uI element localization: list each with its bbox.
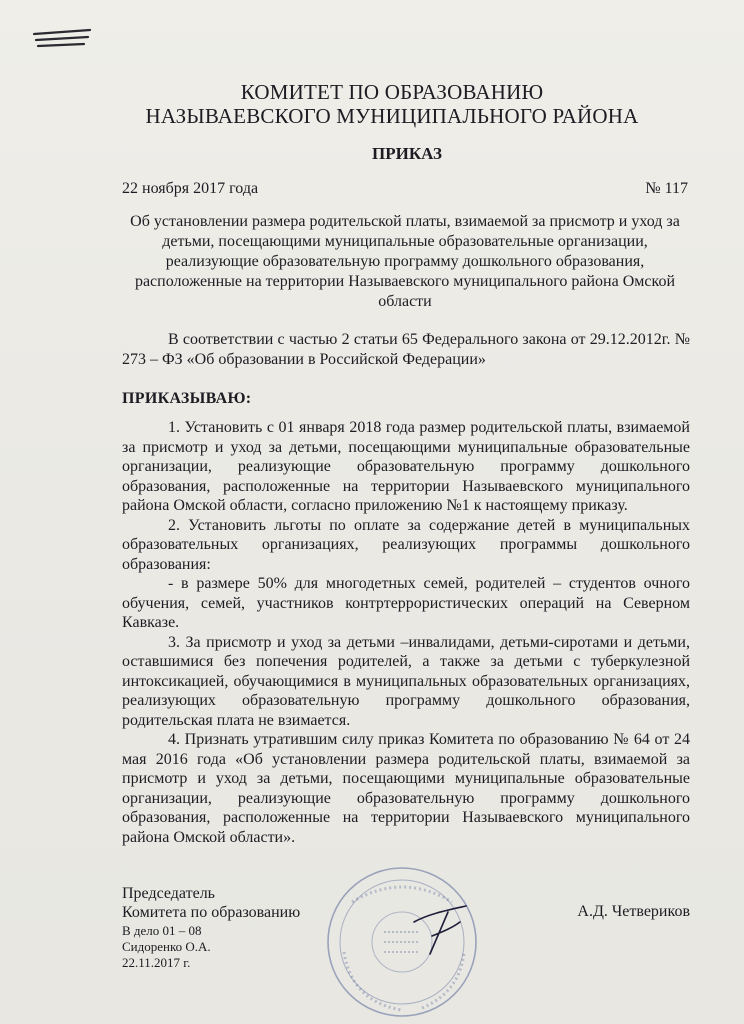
header-line-1: КОМИТЕТ ПО ОБРАЗОВАНИЮ: [240, 80, 544, 104]
scan-artifact-mark: [30, 24, 94, 54]
order-item-4: 4. Признать утратившим силу приказ Комитета по образованию № 64 от 24 мая 2016 года «Об установлении размера родительской платы, взимаемой за присмотр и уход за детьми, посещающими муниципальные образовательные организации, реализующие образовательную программу дошкольного образования, расположенные на территории Называевского муниципального района Омской области».: [122, 731, 690, 846]
handwritten-signature: [408, 892, 476, 962]
file-note: В дело 01 – 08: [122, 923, 202, 938]
organization-header: [0, 80, 744, 128]
footer-date: 22.11.2017 г.: [122, 955, 191, 970]
preamble: [122, 330, 690, 369]
executor-name: Сидоренко О.А.: [122, 939, 211, 954]
order-item-1: 1. Установить с 01 января 2018 года размер родительской платы, взимаемой за присмотр и уход за детьми, посещающими муниципальные образовательные организации, реализующие образовательную программу дошкольного образования, расположенные на территории Называевского муниципального района Омской области, согласно приложению №1 к настоящему приказу.: [122, 419, 690, 514]
signature-position-line-1: Председатель: [122, 885, 215, 902]
preamble-text: В соответствии с частью 2 статьи 65 Федерального закона от 29.12.2012г. № 273 – ФЗ «Об образовании в Российской Федерации»: [122, 331, 690, 368]
order-item-2: 2. Установить льготы по оплате за содержание детей в муниципальных образовательных организациях, реализующих программы дошкольного образования:: [122, 516, 690, 573]
order-item-2-subitem: - в размере 50% для многодетных семей, родителей – студентов очного обучения, семей, участников контртеррористических операций на Северном Кавказе.: [122, 575, 690, 631]
document-date: 22 ноября 2017 года: [122, 180, 259, 197]
header-line-2: НАЗЫВАЕВСКОГО МУНИЦИПАЛЬНОГО РАЙОНА: [145, 104, 639, 128]
signature-block: [122, 884, 300, 922]
footer-notes: [122, 923, 211, 971]
signatory-name: А.Д. Четвериков: [577, 903, 690, 920]
order-item-3: 3. За присмотр и уход за детьми –инвалидами, детьми-сиротами и детьми, оставшимися без попечения родителей, а также за детьми с туберкулезной интоксикацией, обучающимися в муниципальных образовательных организациях, реализующих образовательную программу дошкольного образования, родительская плата не взимается.: [122, 633, 690, 729]
order-word: ПРИКАЗЫВАЮ:: [122, 390, 252, 407]
order-items: [122, 418, 690, 847]
document-title: ПРИКАЗ: [372, 144, 442, 163]
signature-position-line-2: Комитета по образованию: [122, 904, 301, 921]
document-number: № 117: [645, 180, 688, 197]
document-subject: Об установлении размера родительской платы, взимаемой за присмотр и уход за детьми, посещающими муниципальные образовательные организации, реализующие образовательную программу дошкольного образования, расположенные на территории Называевского муниципального района Омской области: [130, 213, 680, 310]
